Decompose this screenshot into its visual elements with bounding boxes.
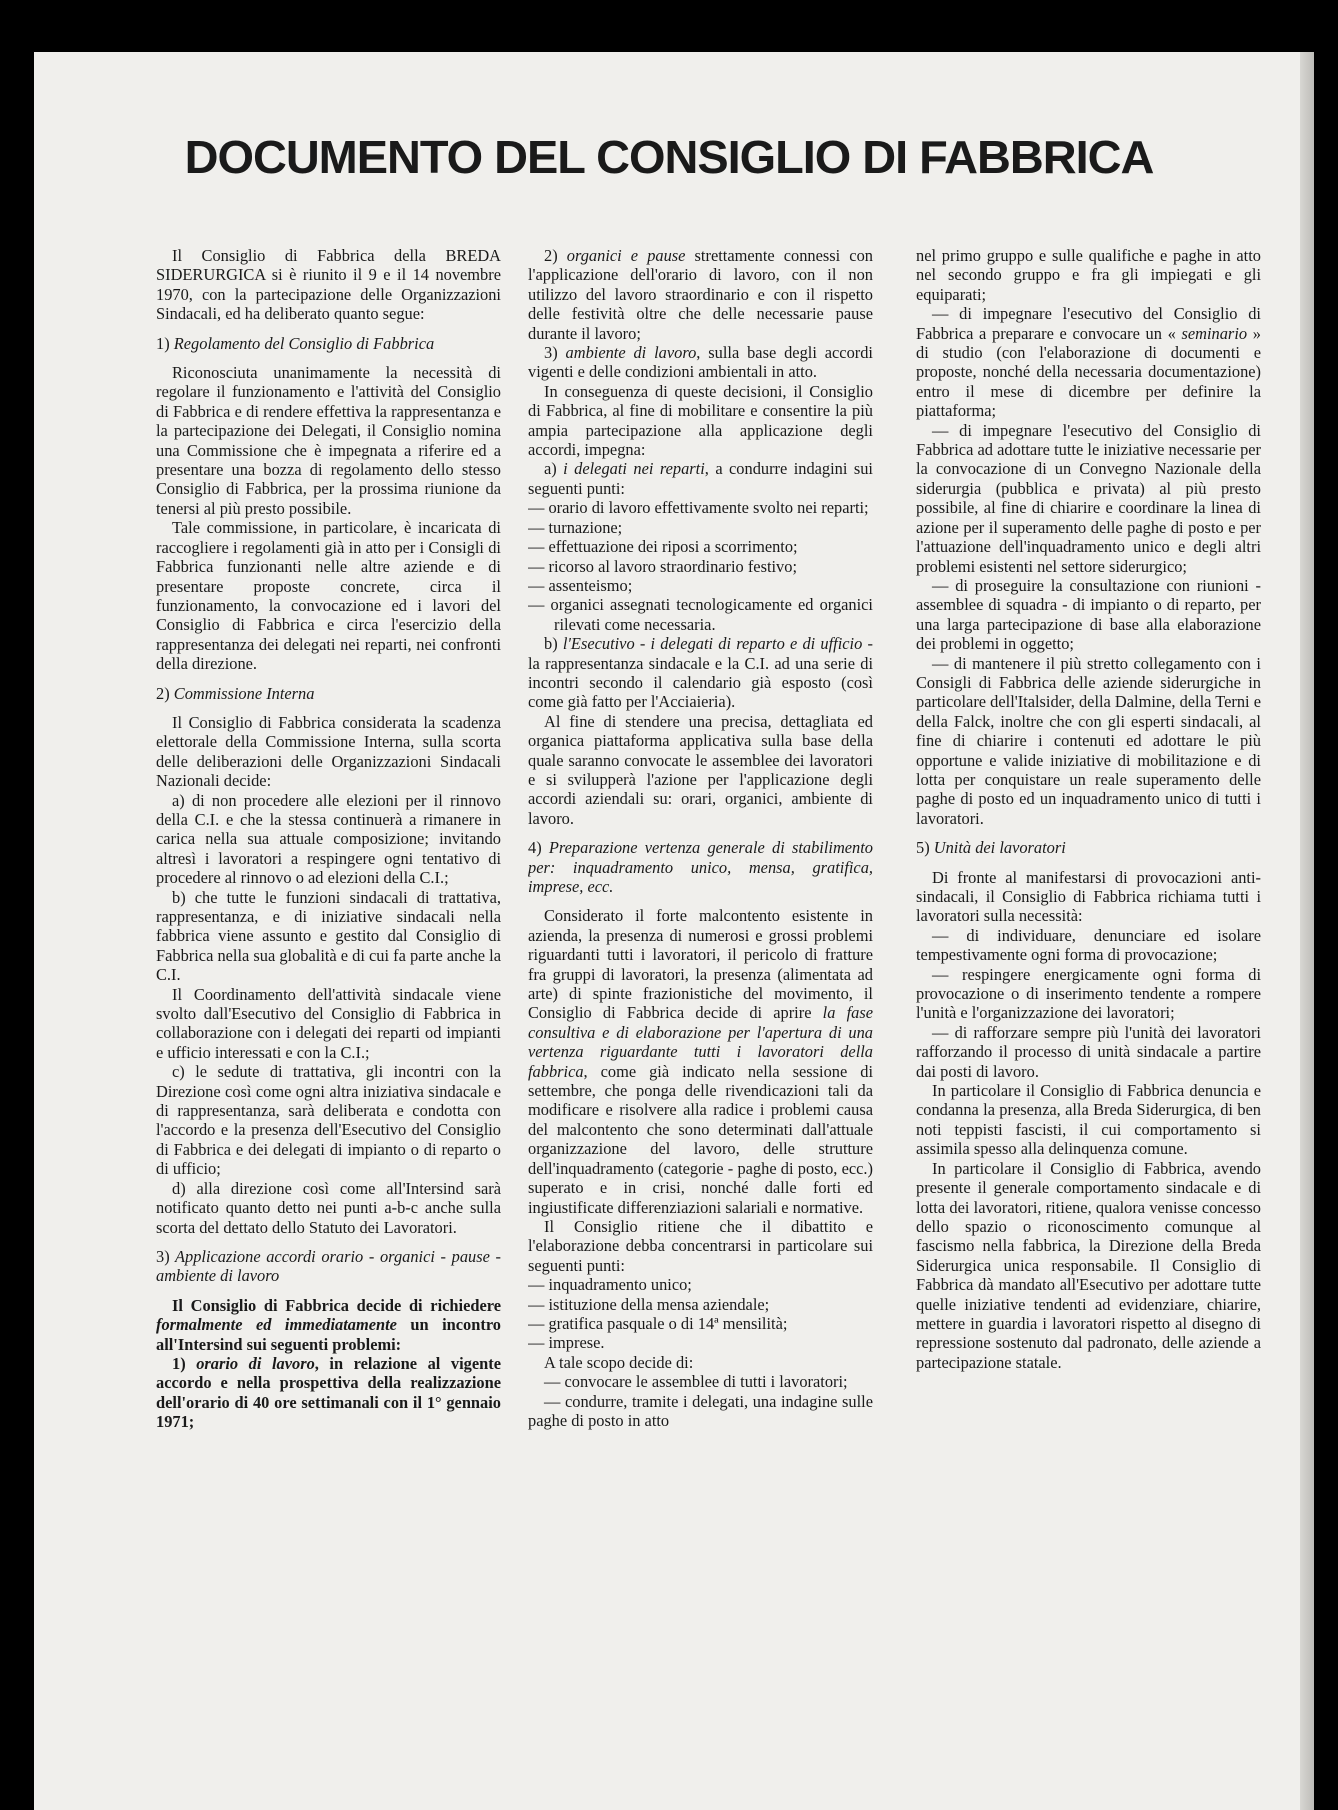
list-item: — organici assegnati tecnologicamente ed organici rilevati come necessaria. bbox=[528, 595, 873, 634]
section-number: 1) bbox=[156, 333, 170, 353]
section-title: Preparazione vertenza generale di stabilimento per: inquadramento unico, mensa, gratifica, imprese, ecc. bbox=[528, 838, 873, 896]
list-item: — gratifica pasquale o di 14ª mensilità; bbox=[528, 1313, 788, 1333]
paragraph: In particolare il Consiglio di Fabbrica, avendo presente il generale comportamento sindacale e di lotta dei lavoratori, ritiene, qualora venisse concesso dello spazio o riconoscimento comunque al fascismo nella fabbrica, la Direzione della Breda Siderurgica unica responsabile. Il Consiglio di Fabbrica dà mandato all'Esecutivo per adottare tutte quelle iniziative tendenti ad evidenziare, chiarire, mettere in guardia i lavoratori rispetto al disegno di repressione sostenuto dal padronato, delle aziende a partecipazione statale. bbox=[916, 1158, 1261, 1372]
section-title: Regolamento del Consiglio di Fabbrica bbox=[173, 333, 435, 353]
column-3 bbox=[916, 246, 1261, 1776]
paragraph: Il Consiglio di Fabbrica considerata la scadenza elettorale della Commissione Interna, sulla scorta delle deliberazioni delle Organizzazioni Sindacali Nazionali decide: bbox=[156, 712, 501, 791]
section-heading-5 bbox=[916, 838, 1261, 857]
paragraph: — convocare le assemblee di tutti i lavoratori; bbox=[544, 1372, 848, 1392]
paragraph: A tale scopo decide di: bbox=[544, 1352, 694, 1372]
paragraph: nel primo gruppo e sulle qualifiche e paghe in atto nel secondo gruppo e fra gli impiegati e gli equiparati; bbox=[916, 246, 1261, 304]
list-item: — turnazione; bbox=[528, 517, 623, 537]
paragraph: b) l'Esecutivo - i delegati di reparto e di ufficio - la rappresentanza sindacale e la C.I. ad una serie di incontri secondo il calendario già esposto (così come già fatto per l'Acciaieria). bbox=[528, 634, 873, 712]
paragraph: a) di non procedere alle elezioni per il rinnovo della C.I. e che la stessa continuerà a rimanere in carica nella sua attuale composizione; invitando altresì i lavoratori a respingere ogni tentativo di procedere al rinnovo o ad elezioni della C.I.; bbox=[156, 790, 501, 888]
document-page bbox=[34, 52, 1314, 1810]
section-heading-1 bbox=[156, 334, 501, 353]
paragraph: Il Consiglio ritiene che il dibattito e l'elaborazione debba concentrarsi in particolare sui seguenti punti: bbox=[528, 1216, 873, 1275]
paragraph: b) che tutte le funzioni sindacali di trattativa, rappresentanza, e di iniziative sindacali nella fabbrica viene assunto e gestito dal Consiglio di Fabbrica nella sua globalità e di cui fa parte anche la C.I. bbox=[156, 887, 501, 985]
paragraph: — di proseguire la consultazione con riunioni - assemblee di squadra - di impianto o di reparto, per una larga partecipazione di base alla elaborazione dei problemi in oggetto; bbox=[916, 575, 1261, 654]
intro-paragraph: Il Consiglio di Fabbrica della BREDA SIDERURGICA si è riunito il 9 e il 14 novembre 1970, con la partecipazione delle Organizzazioni Sindacali, ed ha deliberato quanto segue: bbox=[156, 246, 501, 324]
list-item: — assenteismo; bbox=[528, 575, 633, 595]
paragraph: 1) orario di lavoro, in relazione al vigente accordo e nella prospettiva della realizzazione dell'orario di 40 ore settimanali con il 1° gennaio 1971; bbox=[156, 1353, 501, 1432]
paragraph: Il Coordinamento dell'attività sindacale viene svolto dall'Esecutivo del Consiglio di Fabbrica in collaborazione con i delegati dei reparti od impianti e ufficio interessati e con la C.I.; bbox=[156, 984, 501, 1062]
paragraph: a) i delegati nei reparti, a condurre indagini sui seguenti punti: bbox=[528, 459, 873, 498]
page-title: DOCUMENTO DEL CONSIGLIO DI FABBRICA bbox=[184, 131, 1154, 183]
paragraph: — di individuare, denunciare ed isolare tempestivamente ogni forma di provocazione; bbox=[916, 925, 1261, 965]
paragraph: — condurre, tramite i delegati, una indagine sulle paghe di posto in atto bbox=[528, 1391, 873, 1430]
paragraph: — di impegnare l'esecutivo del Consiglio di Fabbrica ad adottare tutte le iniziative necessarie per la convocazione di un Convegno Nazionale della siderurgia (pubblica e privata) al più presto possibile, al fine di chiarire e coordinare la linea di azione per il superamento delle paghe di posto e per l'attuazione dell'inquadramento unico e degli altri problemi esistenti nel settore siderurgico; bbox=[916, 420, 1261, 576]
section-heading-2 bbox=[156, 684, 501, 703]
paragraph: In conseguenza di queste decisioni, il Consiglio di Fabbrica, al fine di mobilitare e consentire la più ampia partecipazione alla applicazione degli accordi, impegna: bbox=[528, 381, 873, 460]
paragraph: d) alla direzione così come all'Intersind sarà notificato quanto detto nei punti a-b-c anche sulla scorta del dettato dello Statuto dei Lavoratori. bbox=[156, 1178, 501, 1237]
paragraph: Tale commissione, in particolare, è incaricata di raccogliere i regolamenti già in atto per i Consigli di Fabbrica funzionanti nelle altre aziende e di presentare proposte concrete, circa il funzionamento, la convocazione ed i lavori del Consiglio di Fabbrica e circa l'esercizio della rappresentanza dei delegati nei reparti, nei confronti della direzione. bbox=[156, 518, 501, 674]
paragraph: — di mantenere il più stretto collegamento con i Consigli di Fabbrica delle aziende siderurgiche in particolare dell'Italsider, della Dalmine, della Terni e della Falck, inoltre che con gli esperti sindacali, al fine di chiarire i contenuti ed adottare le più opportune e valide iniziative di mobilitazione e di lotta per conquistare un reale superamento delle paghe di posto ed un inquadramento unico di tutti i lavoratori. bbox=[916, 653, 1261, 828]
section-heading-3 bbox=[156, 1247, 501, 1286]
section-number: 3) bbox=[156, 1246, 170, 1266]
list-item: — ricorso al lavoro straordinario festivo; bbox=[528, 556, 798, 576]
section-title: Applicazione accordi orario - organici - pause - ambiente di lavoro bbox=[156, 1246, 501, 1286]
paragraph: — respingere energicamente ogni forma di provocazione o di inserimento tendente a rompere l'unità e l'organizzazione dei lavoratori; bbox=[916, 964, 1261, 1023]
section-title: Commissione Interna bbox=[173, 683, 315, 703]
paragraph: Riconosciuta unanimamente la necessità di regolare il funzionamento e l'attività del Consiglio di Fabbrica e di rendere effettiva la rappresentanza e la partecipazione dei Delegati, il Consiglio nomina una Commissione che è impegnata a riferire ed a presentare una bozza di regolamento dello stesso Consiglio di Fabbrica, per la prossima riunione da tenersi al più presto possibile. bbox=[156, 363, 501, 518]
list-item: — inquadramento unico; bbox=[528, 1275, 692, 1295]
paragraph: — di rafforzare sempre più l'unità dei lavoratori rafforzando il processo di unità sindacale a partire dai posti di lavoro. bbox=[916, 1022, 1261, 1081]
paragraph: 3) ambiente di lavoro, sulla base degli accordi vigenti e delle condizioni ambientali in atto. bbox=[528, 343, 873, 382]
paragraph: 2) organici e pause strettamente connessi con l'applicazione dell'orario di lavoro, con il non utilizzo del lavoro straordinario e con il rispetto delle festività oltre che delle necessarie pause durante il lavoro; bbox=[528, 246, 873, 343]
paragraph: Considerato il forte malcontento esistente in azienda, la presenza di numerosi e grossi problemi riguardanti tutti i lavoratori, il pericolo di fratture fra gruppi di lavoratori, la presenza (alimentata ad arte) di spinte frazionistiche del movimento, il Consiglio di Fabbrica decide di aprire la fase consultiva e di elaborazione per l'apertura di una vertenza riguardante tutti i lavoratori della fabbrica, come già indicato nella sessione di settembre, che ponga delle rivendicazioni tali da modificare e risolvere alla radice i problemi causa del malcontento che sono determinati dall'attuale organizzazione del lavoro, delle strutture dell'inquadramento (categorie - paghe di posto, ecc.) superato e in crisi, nonché dalle forti ed ingiustificate differenziazioni salariali e normative. bbox=[528, 906, 873, 1217]
paragraph: Il Consiglio di Fabbrica decide di richiedere formalmente ed immediatamente un incontro all'Intersind sui seguenti problemi: bbox=[156, 1295, 501, 1354]
section-number: 2) bbox=[156, 683, 170, 703]
section-number: 5) bbox=[916, 838, 930, 858]
list-item: — effettuazione dei riposi a scorrimento; bbox=[528, 537, 798, 557]
paragraph: c) le sedute di trattativa, gli incontri con la Direzione così come ogni altra iniziativa sindacale e di rappresentanza, sarà deliberata e condotta con l'accordo e la presenza dell'Esecutivo del Consiglio di Fabbrica e dei delegati di impianto o di reparto o di ufficio; bbox=[156, 1062, 501, 1179]
paragraph: Al fine di stendere una precisa, dettagliata ed organica piattaforma applicativa sulla base della quale saranno convocate le assemblee dei lavoratori e si svilupperà l'azione per l'applicazione degli accordi aziendali su: orari, organici, ambiente di lavoro. bbox=[528, 711, 873, 828]
list-item: — imprese. bbox=[528, 1333, 605, 1353]
page-edge-shadow bbox=[1300, 52, 1314, 1810]
column-2 bbox=[528, 246, 873, 1776]
paragraph: Di fronte al manifestarsi di provocazioni anti-sindacali, il Consiglio di Fabbrica richiama tutti i lavoratori sulla necessità: bbox=[916, 867, 1261, 926]
paragraph: — di impegnare l'esecutivo del Consiglio di Fabbrica a preparare e convocare un « seminario » di studio (con l'elaborazione di documenti e proposte, nonché della necessaria documentazione) entro il mese di dicembre per definire la piattaforma; bbox=[916, 304, 1261, 421]
list-item: — orario di lavoro effettivamente svolto nei reparti; bbox=[528, 498, 869, 518]
list-item: — istituzione della mensa aziendale; bbox=[528, 1294, 770, 1314]
section-number: 4) bbox=[528, 838, 542, 858]
column-1 bbox=[156, 246, 501, 1776]
paragraph: In particolare il Consiglio di Fabbrica denuncia e condanna la presenza, alla Breda Siderurgica, di ben noti teppisti fascisti, il cui comportamento si assimila spesso alla delinquenza comune. bbox=[916, 1081, 1261, 1159]
section-heading-4 bbox=[528, 838, 873, 896]
section-title: Unità dei lavoratori bbox=[933, 838, 1066, 858]
